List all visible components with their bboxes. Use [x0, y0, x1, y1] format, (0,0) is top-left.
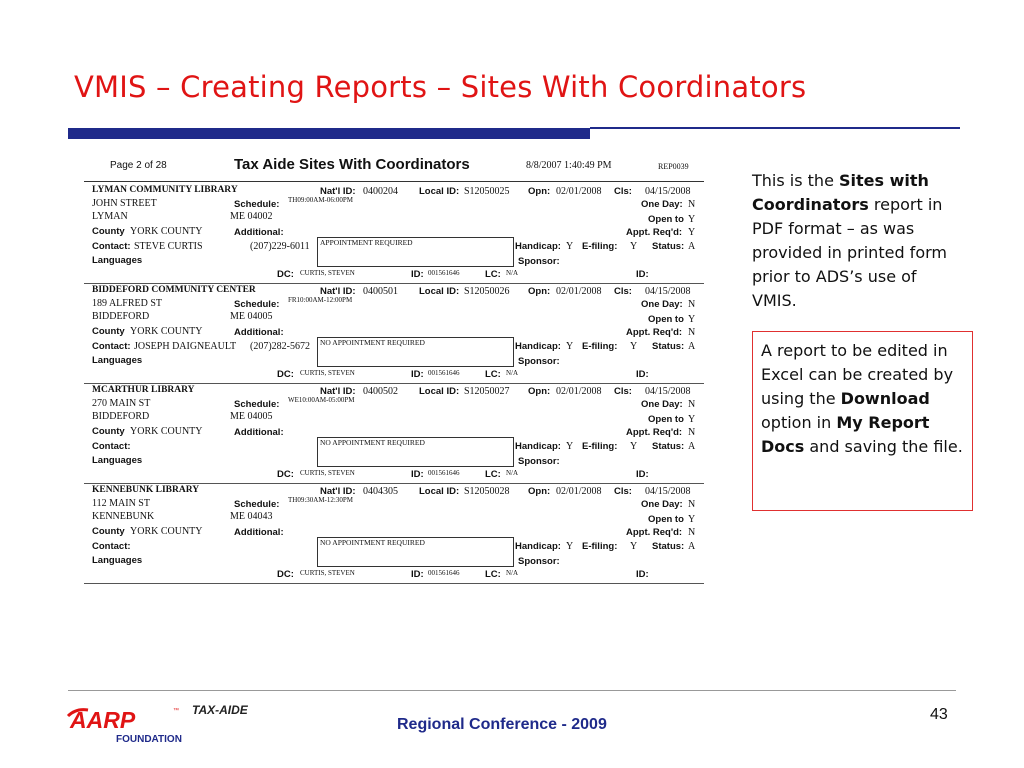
site-county: YORK COUNTY: [130, 426, 203, 437]
label-cls: Cls:: [614, 386, 632, 397]
site-local-id: S12050027: [464, 386, 510, 397]
site-phone: (207)282-5672: [250, 341, 310, 352]
site-one-day: N: [688, 299, 696, 310]
label-open-to: Open to: [648, 414, 684, 425]
label-appt: Appt. Req'd:: [626, 427, 683, 438]
label-natl-id: Nat'l ID:: [320, 486, 356, 497]
site-city: BIDDEFORD: [92, 411, 150, 422]
site-name: KENNEBUNK LIBRARY: [92, 485, 200, 495]
label-cls: Cls:: [614, 486, 632, 497]
note-text-1: A report to be edited in Excel can be created by using the: [761, 341, 954, 408]
report-datetime: 8/8/2007 1:40:49 PM: [526, 160, 612, 171]
label-status: Status:: [652, 441, 685, 452]
label-lc: LC:: [485, 469, 501, 480]
site-natl-id: 0400502: [363, 386, 398, 397]
label-appt: Appt. Req'd:: [626, 527, 683, 538]
site-opn: 02/01/2008: [556, 386, 602, 397]
site-state-zip: ME 04002: [230, 211, 273, 222]
site-open-to: Y: [688, 514, 696, 525]
label-cls: Cls:: [614, 286, 632, 297]
label-dc: DC:: [277, 369, 294, 380]
label-dc-id: ID:: [411, 469, 424, 480]
site-local-id: S12050028: [464, 486, 510, 497]
label-dc-id: ID:: [411, 569, 424, 580]
site-state-zip: ME 04005: [230, 311, 273, 322]
label-handicap: Handicap:: [515, 241, 561, 252]
label-one-day: One Day:: [641, 399, 683, 410]
site-opn: 02/01/2008: [556, 186, 602, 197]
site-lc: N/A: [506, 269, 519, 277]
site-contact: JOSEPH DAIGNEAULT: [134, 341, 237, 352]
logo-tm: ™: [173, 708, 179, 714]
label-dc-id: ID:: [411, 369, 424, 380]
site-lc: N/A: [506, 469, 519, 477]
label-additional: Additional:: [234, 227, 284, 238]
site-name: BIDDEFORD COMMUNITY CENTER: [92, 285, 256, 295]
title-underline-rule: [590, 127, 960, 129]
site-appointment-note: NO APPOINTMENT REQUIRED: [317, 337, 514, 367]
site-dc: CURTIS, STEVEN: [300, 269, 355, 277]
report-page-number: Page 2 of 28: [110, 160, 167, 171]
footer-conference: Regional Conference - 2009: [397, 716, 607, 733]
site-lc: N/A: [506, 369, 519, 377]
label-sponsor: Sponsor:: [518, 356, 560, 367]
label-contact: Contact:: [92, 241, 131, 252]
site-name: MCARTHUR LIBRARY: [92, 385, 195, 395]
site-schedule: TH09:30AM-12:30PM: [288, 496, 353, 504]
label-schedule: Schedule:: [234, 499, 280, 510]
label-sponsor: Sponsor:: [518, 556, 560, 567]
site-dc-id: 001561646: [428, 269, 460, 277]
site-name: LYMAN COMMUNITY LIBRARY: [92, 185, 238, 195]
site-dc-id: 001561646: [428, 369, 460, 377]
site-schedule: FR10:00AM-12:00PM: [288, 296, 353, 304]
label-open-to: Open to: [648, 314, 684, 325]
label-open-to: Open to: [648, 214, 684, 225]
label-dc: DC:: [277, 569, 294, 580]
site-dc: CURTIS, STEVEN: [300, 569, 355, 577]
label-schedule: Schedule:: [234, 399, 280, 410]
label-contact: Contact:: [92, 541, 131, 552]
label-county: County: [92, 526, 125, 537]
label-efiling: E-filing:: [582, 441, 618, 452]
site-status: A: [688, 341, 696, 352]
note-text-3: and saving the file.: [804, 437, 963, 456]
label-lc-id: ID:: [636, 469, 649, 480]
description-report-name: Sites with Coordinators: [752, 171, 929, 214]
site-one-day: N: [688, 399, 696, 410]
label-sponsor: Sponsor:: [518, 456, 560, 467]
note-text-2: option in: [761, 413, 837, 432]
site-efiling: Y: [630, 341, 638, 352]
site-city: KENNEBUNK: [92, 511, 155, 522]
site-schedule: WE10:00AM-05:00PM: [288, 396, 355, 404]
site-street: 189 ALFRED ST: [92, 298, 163, 309]
label-local-id: Local ID:: [419, 186, 460, 197]
note-my-report-docs: My Report Docs: [761, 413, 930, 456]
label-local-id: Local ID:: [419, 386, 460, 397]
label-appt: Appt. Req'd:: [626, 327, 683, 338]
slide-title: VMIS – Creating Reports – Sites With Coordinators: [74, 70, 807, 104]
site-cls: 04/15/2008: [645, 186, 691, 197]
site-county: YORK COUNTY: [130, 326, 203, 337]
site-efiling: Y: [630, 441, 638, 452]
site-county: YORK COUNTY: [130, 226, 203, 237]
label-dc-id: ID:: [411, 269, 424, 280]
report-screenshot: [84, 150, 704, 590]
label-dc: DC:: [277, 269, 294, 280]
label-opn: Opn:: [528, 486, 551, 497]
label-additional: Additional:: [234, 427, 284, 438]
label-opn: Opn:: [528, 386, 551, 397]
label-county: County: [92, 226, 125, 237]
site-state-zip: ME 04043: [230, 511, 273, 522]
site-record: [84, 484, 704, 584]
site-handicap: Y: [566, 241, 574, 252]
label-languages: Languages: [92, 255, 143, 266]
site-open-to: Y: [688, 214, 696, 225]
label-languages: Languages: [92, 355, 143, 366]
label-cls: Cls:: [614, 186, 632, 197]
site-handicap: Y: [566, 341, 574, 352]
description-prefix: This is the: [752, 171, 839, 190]
site-appt: N: [688, 527, 696, 538]
site-street: JOHN STREET: [92, 198, 157, 209]
label-opn: Opn:: [528, 286, 551, 297]
site-local-id: S12050025: [464, 186, 510, 197]
site-handicap: Y: [566, 541, 574, 552]
label-appt: Appt. Req'd:: [626, 227, 683, 238]
label-contact: Contact:: [92, 441, 131, 452]
site-county: YORK COUNTY: [130, 526, 203, 537]
site-appointment-note: APPOINTMENT REQUIRED: [317, 237, 514, 267]
site-schedule: TH09:00AM-06:00PM: [288, 196, 353, 204]
report-title: Tax Aide Sites With Coordinators: [234, 156, 470, 173]
site-natl-id: 0404305: [363, 486, 398, 497]
excel-note-box: [752, 331, 973, 511]
site-cls: 04/15/2008: [645, 286, 691, 297]
label-efiling: E-filing:: [582, 241, 618, 252]
label-handicap: Handicap:: [515, 341, 561, 352]
site-open-to: Y: [688, 314, 696, 325]
site-city: BIDDEFORD: [92, 311, 150, 322]
label-open-to: Open to: [648, 514, 684, 525]
site-natl-id: 0400501: [363, 286, 398, 297]
label-contact: Contact:: [92, 341, 131, 352]
site-lc: N/A: [506, 569, 519, 577]
site-appt: Y: [688, 227, 696, 238]
site-status: A: [688, 441, 696, 452]
logo-taxaide-text: TAX-AIDE: [192, 704, 248, 717]
label-languages: Languages: [92, 455, 143, 466]
site-cls: 04/15/2008: [645, 386, 691, 397]
label-one-day: One Day:: [641, 299, 683, 310]
label-additional: Additional:: [234, 527, 284, 538]
label-natl-id: Nat'l ID:: [320, 186, 356, 197]
site-appointment-note: NO APPOINTMENT REQUIRED: [317, 537, 514, 567]
site-open-to: Y: [688, 414, 696, 425]
label-status: Status:: [652, 341, 685, 352]
label-lc-id: ID:: [636, 269, 649, 280]
label-one-day: One Day:: [641, 199, 683, 210]
site-appointment-note: NO APPOINTMENT REQUIRED: [317, 437, 514, 467]
label-lc-id: ID:: [636, 369, 649, 380]
report-description: [752, 169, 966, 313]
site-efiling: Y: [630, 241, 638, 252]
label-lc-id: ID:: [636, 569, 649, 580]
site-status: A: [688, 541, 696, 552]
site-contact: STEVE CURTIS: [134, 241, 203, 252]
site-opn: 02/01/2008: [556, 286, 602, 297]
label-dc: DC:: [277, 469, 294, 480]
label-county: County: [92, 326, 125, 337]
label-opn: Opn:: [528, 186, 551, 197]
aarp-logo-icon: [66, 704, 276, 748]
slide-page-number: 43: [930, 706, 948, 723]
site-city: LYMAN: [92, 211, 128, 222]
label-one-day: One Day:: [641, 499, 683, 510]
site-appt: N: [688, 327, 696, 338]
site-dc-id: 001561646: [428, 569, 460, 577]
label-status: Status:: [652, 241, 685, 252]
label-handicap: Handicap:: [515, 541, 561, 552]
label-schedule: Schedule:: [234, 299, 280, 310]
label-lc: LC:: [485, 569, 501, 580]
label-lc: LC:: [485, 269, 501, 280]
site-phone: (207)229-6011: [250, 241, 310, 252]
label-local-id: Local ID:: [419, 286, 460, 297]
label-county: County: [92, 426, 125, 437]
site-dc: CURTIS, STEVEN: [300, 469, 355, 477]
site-record: [84, 384, 704, 484]
site-dc-id: 001561646: [428, 469, 460, 477]
logo-aarp-text: AARP: [70, 707, 136, 733]
site-one-day: N: [688, 199, 696, 210]
site-cls: 04/15/2008: [645, 486, 691, 497]
title-underline-bar: [68, 128, 590, 139]
site-status: A: [688, 241, 696, 252]
label-efiling: E-filing:: [582, 541, 618, 552]
footer-rule: [68, 690, 956, 691]
site-efiling: Y: [630, 541, 638, 552]
label-natl-id: Nat'l ID:: [320, 386, 356, 397]
site-state-zip: ME 04005: [230, 411, 273, 422]
site-appt: N: [688, 427, 696, 438]
site-separator: [84, 583, 704, 584]
label-lc: LC:: [485, 369, 501, 380]
label-natl-id: Nat'l ID:: [320, 286, 356, 297]
site-record: [84, 184, 704, 284]
label-status: Status:: [652, 541, 685, 552]
site-street: 112 MAIN ST: [92, 498, 150, 509]
site-natl-id: 0400204: [363, 186, 398, 197]
site-opn: 02/01/2008: [556, 486, 602, 497]
description-suffix: report in PDF format – as was provided in printed form prior to ADS’s use of VMIS.: [752, 195, 947, 310]
note-download: Download: [840, 389, 930, 408]
label-handicap: Handicap:: [515, 441, 561, 452]
aarp-foundation-logo: [66, 704, 276, 748]
label-local-id: Local ID:: [419, 486, 460, 497]
report-header-rule: [84, 181, 704, 182]
site-handicap: Y: [566, 441, 574, 452]
site-one-day: N: [688, 499, 696, 510]
label-additional: Additional:: [234, 327, 284, 338]
logo-foundation-text: FOUNDATION: [116, 734, 182, 745]
site-dc: CURTIS, STEVEN: [300, 369, 355, 377]
site-record: [84, 284, 704, 384]
label-sponsor: Sponsor:: [518, 256, 560, 267]
site-local-id: S12050026: [464, 286, 510, 297]
label-languages: Languages: [92, 555, 143, 566]
label-schedule: Schedule:: [234, 199, 280, 210]
report-code: REP0039: [658, 162, 689, 171]
site-street: 270 MAIN ST: [92, 398, 151, 409]
label-efiling: E-filing:: [582, 341, 618, 352]
